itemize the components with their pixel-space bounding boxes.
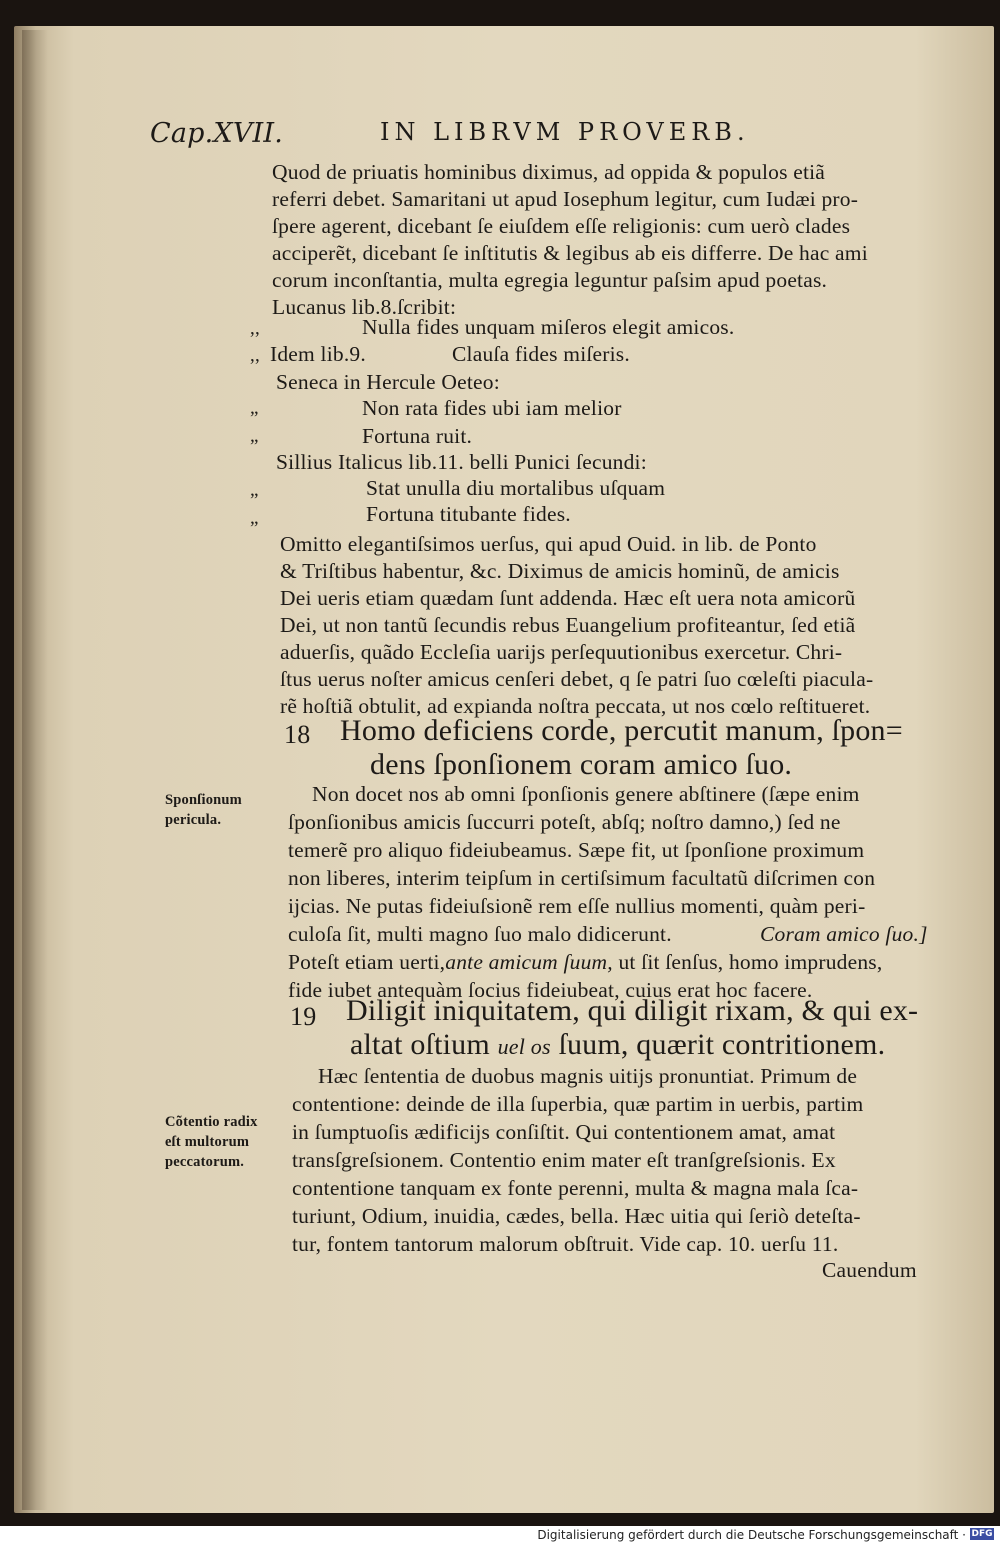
text-line: acciperẽt, dicebant ſe inſtitutis & legibus ab eis differre. De hac ami bbox=[272, 241, 868, 265]
text-line: culoſa ſit, multi magno ſuo malo didicerunt. bbox=[288, 922, 672, 946]
verse-line: Nulla fides unquam miſeros elegit amicos. bbox=[362, 315, 735, 339]
text-line: Dei, ut non tantũ ſecundis rebus Euangelium profiteantur, ſed etiã bbox=[280, 613, 856, 637]
text-line: ſponſionibus amicis ſuccurri poteſt, abſq; noſtro damno,) ſed ne bbox=[288, 810, 841, 834]
text-line: transſgreſsionem. Contentio enim mater eſt tranſgreſsionis. Ex bbox=[292, 1148, 836, 1172]
dfg-logo[interactable]: DFG bbox=[971, 1529, 993, 1539]
verse-line: Non rata fides ubi iam melior bbox=[362, 396, 622, 420]
running-head bbox=[150, 118, 750, 149]
verse-mark: ,, bbox=[250, 345, 260, 366]
margin-note: Sponſionum pericula. bbox=[165, 792, 242, 828]
book-title: IN LIBRVM PROVERB. bbox=[380, 118, 750, 146]
citation-lucanus: Lucanus lib.8.ſcribit: bbox=[272, 295, 457, 319]
text-line: ſpere agerent, dicebant ſe eiuſdem eſſe religionis: cum uerò clades bbox=[272, 214, 851, 238]
text-line: ijcias. Ne putas fideiuſsionẽ rem eſſe nullius momenti, quàm peri- bbox=[288, 894, 866, 918]
text-line: Non docet nos ab omni ſponſionis genere abſtinere (ſæpe enim bbox=[312, 782, 860, 806]
scripture-heading: Homo deficiens corde, percutit manum, ſpon= bbox=[340, 714, 903, 747]
text-line: in ſumptuoſis ædificijs conſiſtit. Qui contentionem amat, amat bbox=[292, 1120, 836, 1144]
verse-line: Stat unulla diu mortalibus uſquam bbox=[366, 476, 666, 500]
text-line: & Triſtibus habentur, &c. Diximus de amicis hominũ, de amicis bbox=[280, 559, 840, 583]
verse-mark: ” bbox=[250, 408, 259, 429]
text-line: referri debet. Samaritani ut apud Iosephum legitur, cum Iudæi pro- bbox=[272, 187, 859, 211]
text-line: contentione: deinde de illa ſuperbia, quæ partim in uerbis, partim bbox=[292, 1092, 864, 1116]
scripture-heading: altat oſtium uel os ſuum, quærit contritionem. bbox=[350, 1028, 886, 1061]
text-line: aduerſis, quãdo Eccleſia uarijs perſequutionibus exercetur. Chri- bbox=[280, 640, 843, 664]
text-line: Hæc ſententia de duobus magnis uitijs pronuntiat. Primum de bbox=[318, 1064, 858, 1088]
text-line: contentione tanquam ex fonte perenni, multa & magna mala ſca- bbox=[292, 1176, 859, 1200]
verse-line: Fortuna ruit. bbox=[362, 424, 473, 448]
text-line: Dei ueris etiam quædam ſunt addenda. Hæc eſt uera nota amicorũ bbox=[280, 586, 856, 610]
scripture-heading: Diligit iniquitatem, qui diligit rixam, & qui ex- bbox=[346, 994, 919, 1027]
verse-mark: ” bbox=[250, 490, 259, 511]
text-line: turiunt, Odium, inuidia, cædes, bella. Hæc uitia qui ſeriò deteſta- bbox=[292, 1204, 861, 1228]
verse-number: 18 bbox=[284, 720, 311, 749]
text-line: tur, fontem tantorum malorum obſtruit. Vide cap. 10. uerſu 11. bbox=[292, 1232, 839, 1256]
text-line: Quod de priuatis hominibus diximus, ad oppida & populos etiã bbox=[272, 160, 826, 184]
text-line: fide iubet antequàm ſocius fideiubeat, cuius erat hoc facere. bbox=[288, 978, 813, 1002]
citation-idem: Idem lib.9. bbox=[270, 342, 366, 366]
gutter-shadow bbox=[22, 30, 48, 1510]
text-line: corum inconſtantia, multa egregia leguntur paſsim apud poetas. bbox=[272, 268, 828, 292]
margin-note: Cõtentio radix eſt multorum peccatorum. bbox=[165, 1114, 258, 1170]
text-line: Omitto elegantiſsimos uerſus, qui apud Ouid. in lib. de Ponto bbox=[280, 532, 817, 556]
text-line: temerẽ pro aliquo fideiubeamus. Sæpe fit, ut ſponſione proximum bbox=[288, 838, 865, 862]
chapter-label: Cap.XVII. bbox=[150, 118, 284, 149]
text-line: ſtus uerus noſter amicus cenſeri debet, q ſe patri ſuo cœleſti piacula- bbox=[280, 667, 874, 691]
text-line: rẽ hoſtiã obtulit, ad expianda noſtra peccata, ut nos cœlo reſtitueret. bbox=[280, 694, 871, 718]
verse-number: 19 bbox=[290, 1002, 317, 1031]
verse-mark: ,, bbox=[250, 318, 260, 339]
text-line: Poteſt etiam uerti,ante amicum ſuum, ut ſit ſenſus, homo imprudens, bbox=[288, 950, 883, 974]
verse-line: Fortuna titubante fides. bbox=[366, 502, 571, 526]
digitization-credit: Digitalisierung gefördert durch die Deutsche Forschungsgemeinschaft · bbox=[537, 1528, 966, 1542]
verse-mark: ” bbox=[250, 436, 259, 457]
text-line: non liberes, interim teipſum in certiſsimum facultatũ diſcrimen con bbox=[288, 866, 876, 890]
verse-line: Clauſa fides miſeris. bbox=[452, 342, 630, 366]
catchword: Cauendum bbox=[822, 1258, 917, 1282]
lemma-reference: Coram amico ſuo.] bbox=[760, 922, 928, 946]
scripture-heading: dens ſponſionem coram amico ſuo. bbox=[370, 748, 793, 781]
citation-sillius: Sillius Italicus lib.11. belli Punici ſecundi: bbox=[276, 450, 647, 474]
verse-mark: ” bbox=[250, 518, 259, 539]
citation-seneca: Seneca in Hercule Oeteo: bbox=[276, 370, 500, 394]
